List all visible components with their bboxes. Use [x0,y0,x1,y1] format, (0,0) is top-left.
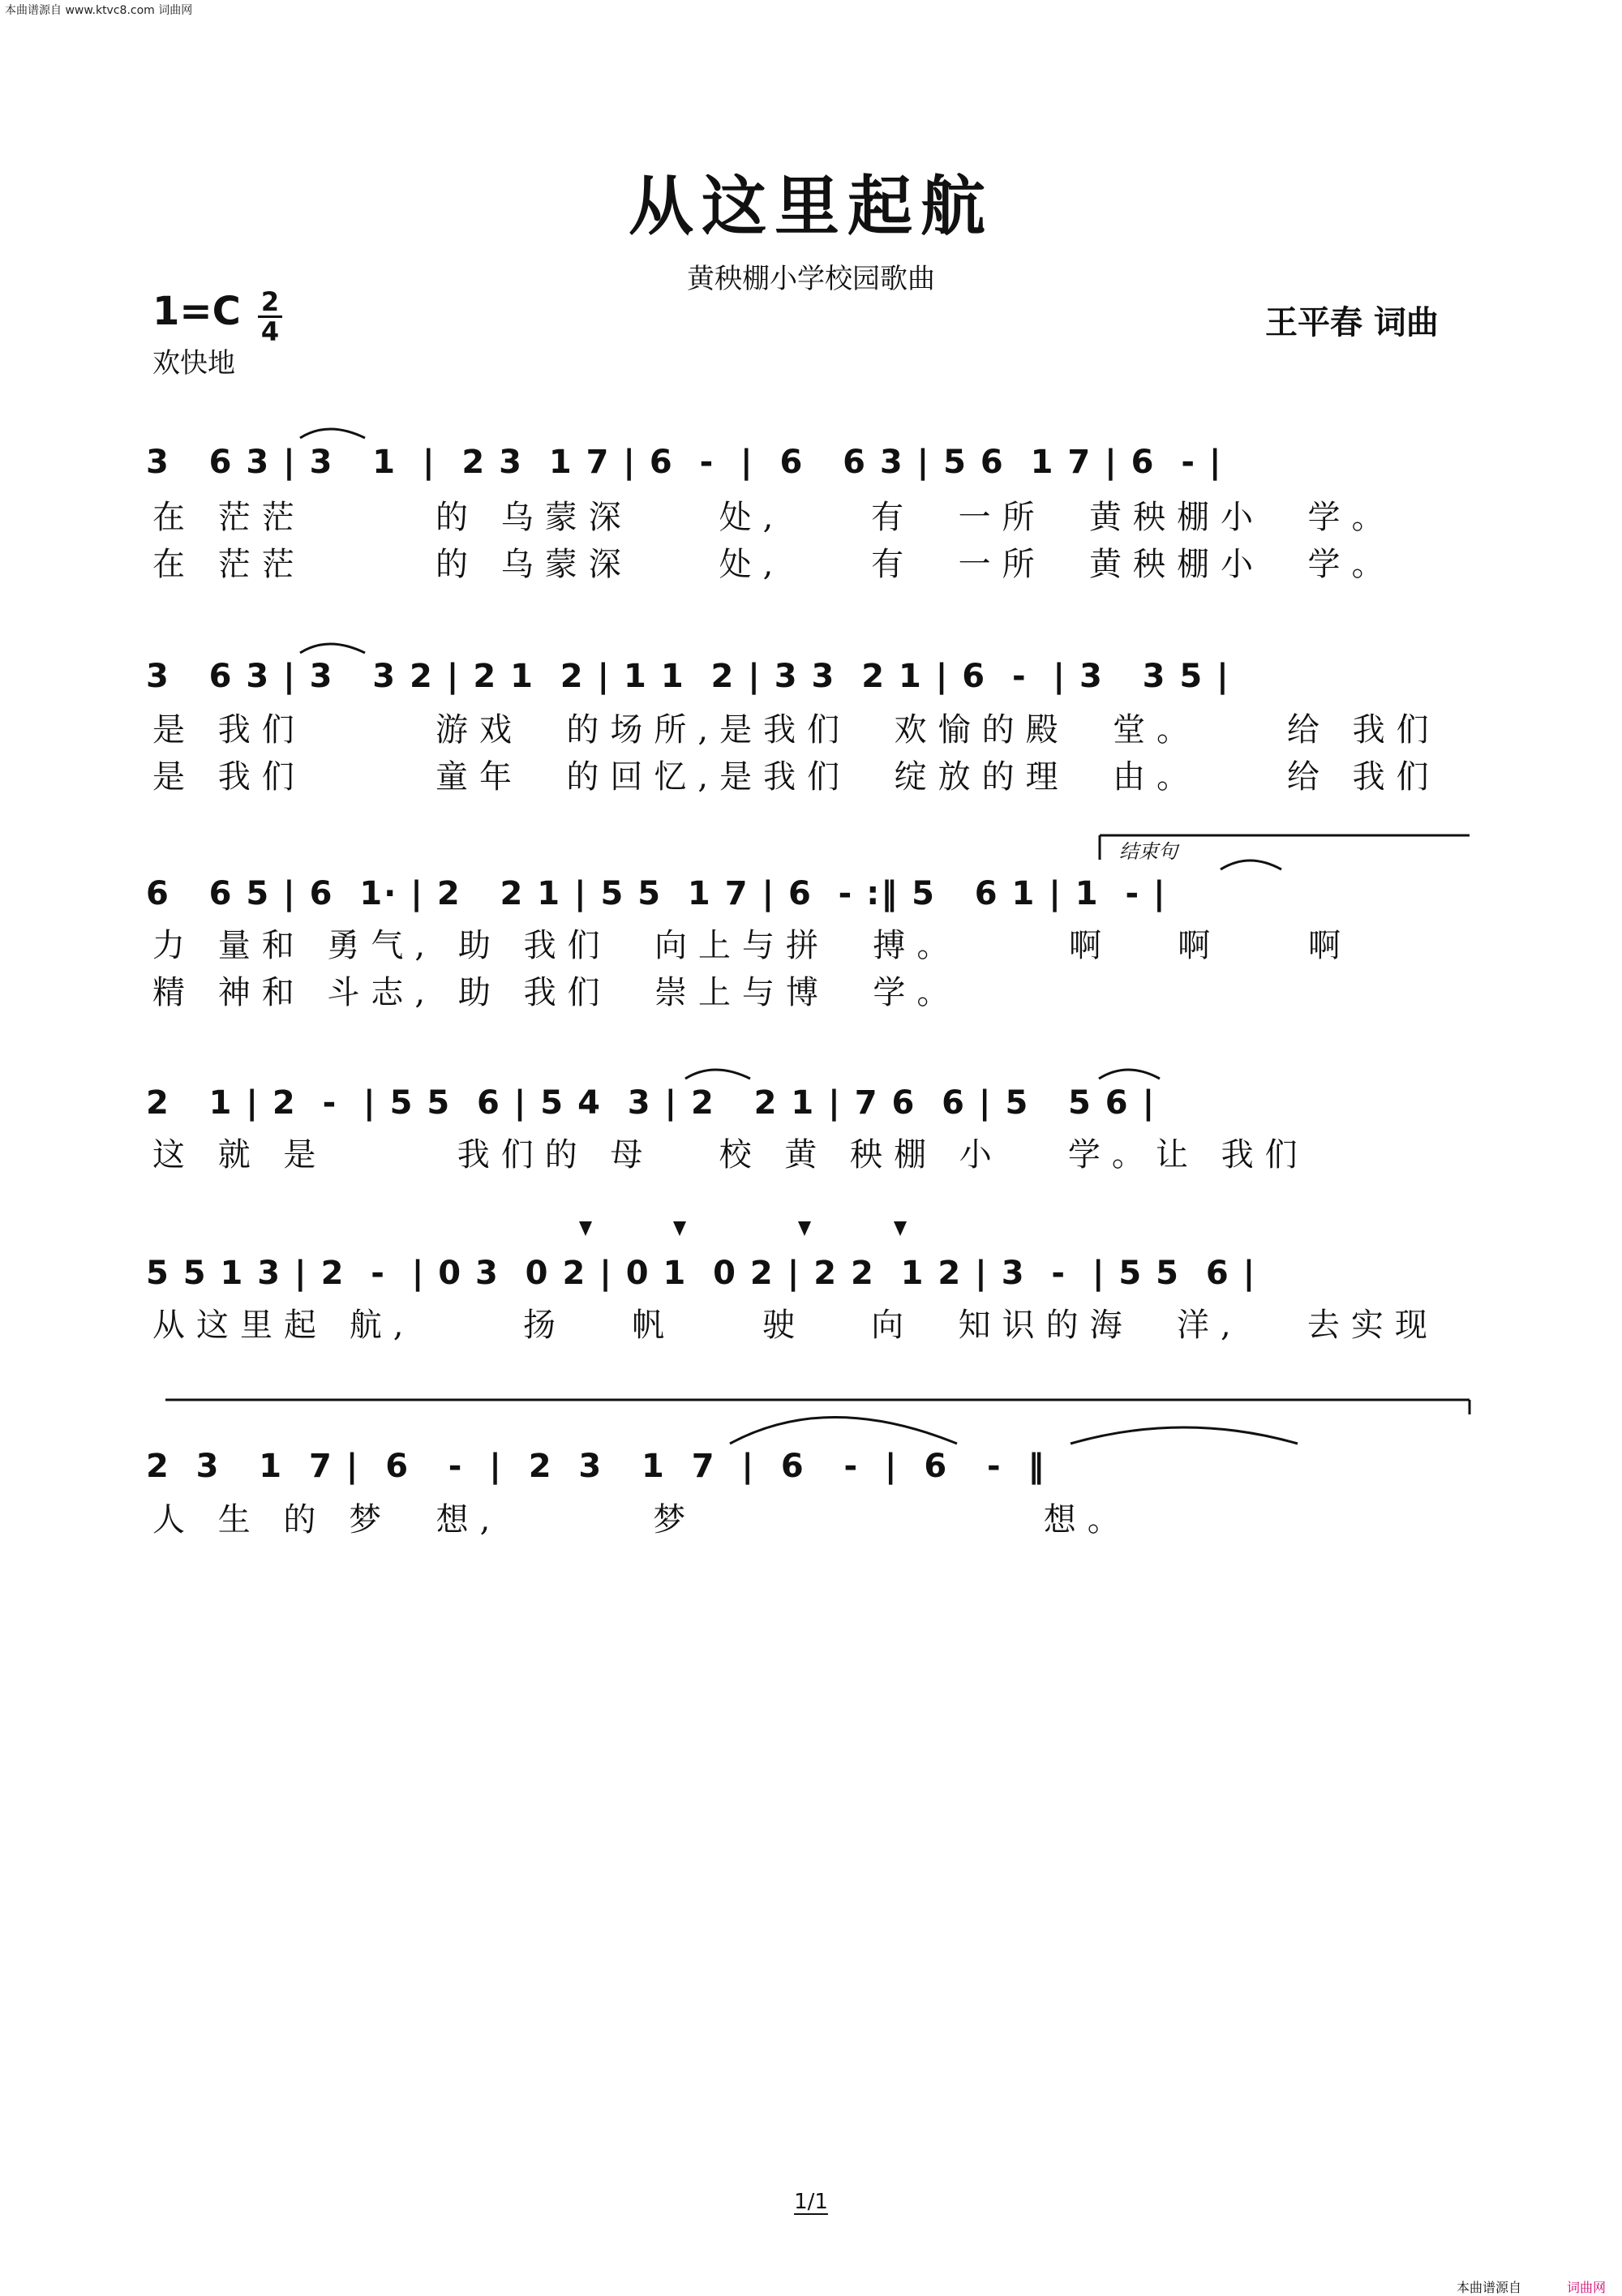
lyric-row-1-verse-2: 在 茫茫 的 乌蒙深 处, 有 一所 黄秧棚小 学。 [152,546,1396,583]
notation-row-2: 3 6 3 | 3 3 2 | 2 1 2 | 1 1 2 | 3 3 2 1 | 6 - | 3 3 5 | [146,658,1230,695]
notation-row-5: 5 5 1 3 | 2 - | 0 3 0 2 | 0 1 0 2 | 2 2 1 2 | 3 - | 5 5 6 | [146,1255,1257,1292]
accent-mark [579,1221,592,1236]
tie-mark [300,644,365,653]
lyric-row-1-verse-1: 在 茫茫 的 乌蒙深 处, 有 一所 黄秧棚小 学。 [152,499,1396,536]
ties-and-slurs [300,429,1298,1444]
accent-marks [579,1221,907,1236]
song-title: 从这里起航 [629,168,993,244]
lyric-row-3-verse-2: 精 神和 斗志, 助 我们 崇上与博 学。 [152,974,961,1011]
site-header: 本曲谱源自 www.ktvc8.com 词曲网 [5,4,193,17]
slur-mark [730,1418,957,1444]
slur-mark [1221,860,1281,869]
composer-credit: 王平春 词曲 [1265,303,1439,341]
lyric-row-2-verse-1: 是 我们 游戏 的场所,是我们 欢愉的殿 堂。 给 我们 [152,711,1440,749]
page-number-text: 1/1 [794,2190,828,2214]
slur-mark [685,1070,750,1079]
lyric-row-5: 从这里起 航, 扬 帆 驶 向 知识的海 洋, 去实现 [152,1307,1439,1344]
accent-mark [673,1221,686,1236]
ending-bracket [165,835,1470,1414]
lyric-row-2-verse-2: 是 我们 童年 的回忆,是我们 绽放的理 由。 给 我们 [152,758,1440,796]
notation-row-3: 6 6 5 | 6 1· | 2 2 1 | 5 5 1 7 | 6 - :‖ 5 6 1 | 1 - | [146,875,1167,912]
tempo-marking: 欢快地 [152,347,235,380]
lyric-row-4: 这 就 是 我们的 母 校 黄 秧棚 小 学。让 我们 [152,1136,1309,1174]
slur-mark [1099,1070,1160,1079]
accent-mark [798,1221,811,1236]
meter-bottom: 4 [260,316,280,347]
tie-mark [300,429,365,438]
ending-label: 结束句 [1119,840,1178,863]
notation-row-6: 2 3 1 7 | 6 - | 2 3 1 7 | 6 - | 6 - ‖ [146,1448,1046,1485]
watermark-left: 本曲谱源自 [1457,2280,1522,2295]
slur-mark [1071,1427,1298,1444]
song-subtitle: 黄秧棚小学校园歌曲 [687,263,935,295]
meter-top: 2 [260,286,280,317]
notation-row-4: 2 1 | 2 - | 5 5 6 | 5 4 3 | 2 2 1 | 7 6 6 | 5 5 6 | [146,1084,1156,1122]
key-signature: 1=C [152,289,241,334]
notation-row-1: 3 6 3 | 3 1 | 2 3 1 7 | 6 - | 6 6 3 | 5 6 1 7 | 6 - | [146,444,1223,481]
watermark-right: 词曲网 [1567,2280,1607,2295]
page-number [0,2190,1622,2214]
accent-mark [894,1221,907,1236]
lyric-row-6: 人 生 的 梦 想, 梦 想。 [152,1501,1131,1539]
lyric-row-3-verse-1: 力 量和 勇气, 助 我们 向上与拼 搏。 啊 啊 啊 [152,927,1353,964]
